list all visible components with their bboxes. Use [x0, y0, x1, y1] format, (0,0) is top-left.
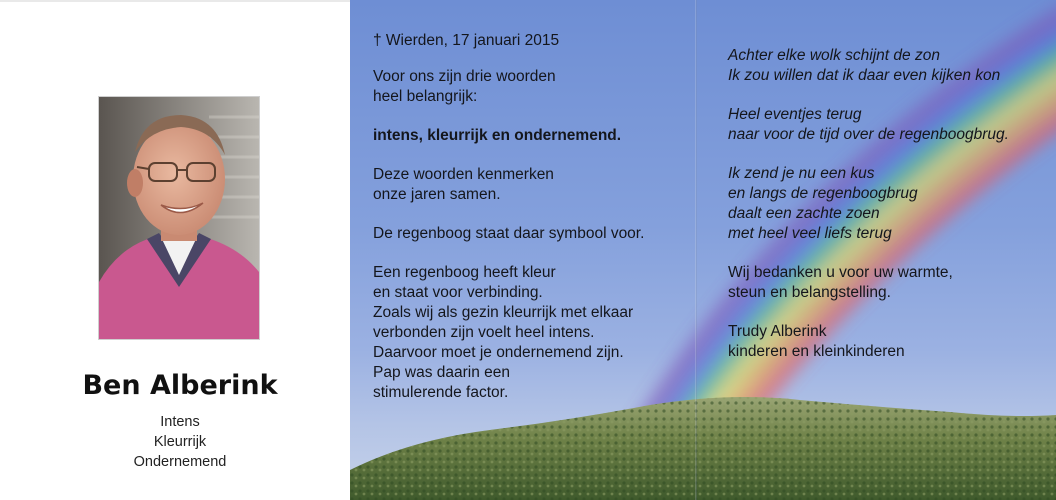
- death-dateline: † Wierden, 17 januari 2015: [373, 32, 560, 49]
- text-column-left: [373, 31, 693, 422]
- portrait-photo: [98, 96, 260, 340]
- paragraph-intro: Voor ons zijn drie woorden heel belangrijk:: [373, 68, 556, 105]
- poem-stanza-2: Heel eventjes terug naar voor de tijd over de regenboogbrug.: [728, 106, 1009, 143]
- poem-stanza-3: Ik zend je nu een kus en langs de regenboogbrug daalt een zachte zoen met heel veel liefs terug: [728, 165, 918, 242]
- card-fold: [695, 0, 697, 500]
- paragraph-together: Deze woorden kenmerken onze jaren samen.: [373, 166, 554, 203]
- portrait-illustration: [99, 97, 259, 339]
- trait-ondernemend: Ondernemend: [133, 454, 227, 470]
- memorial-inner-card: [350, 0, 1056, 500]
- poem-stanza-1: Achter elke wolk schijnt de zon Ik zou willen dat ik daar even kijken kon: [728, 47, 1001, 84]
- signature-text: Trudy Alberink kinderen en kleinkinderen: [728, 323, 905, 360]
- deceased-name: Ben Alberink: [82, 370, 278, 401]
- paragraph-three-words: intens, kleurrijk en ondernemend.: [373, 127, 622, 144]
- paragraph-symbol: De regenboog staat daar symbool voor.: [373, 225, 645, 242]
- paragraph-rainbow: Een regenboog heeft kleur en staat voor verbinding. Zoals wij als gezin kleurrijk met elkaar verbonden zijn voelt heel intens. Daarvoor moet je ondernemend zijn. Pap was daarin een stimulerende factor.: [373, 264, 634, 401]
- trait-intens: Intens: [160, 414, 200, 430]
- text-column-right: [728, 46, 1048, 381]
- traits-list: [100, 412, 260, 472]
- memorial-front-panel: [0, 0, 350, 500]
- trait-kleurrijk: Kleurrijk: [153, 434, 207, 450]
- thanks-text: Wij bedanken u voor uw warmte, steun en belangstelling.: [728, 264, 953, 301]
- page-edge: [0, 0, 350, 2]
